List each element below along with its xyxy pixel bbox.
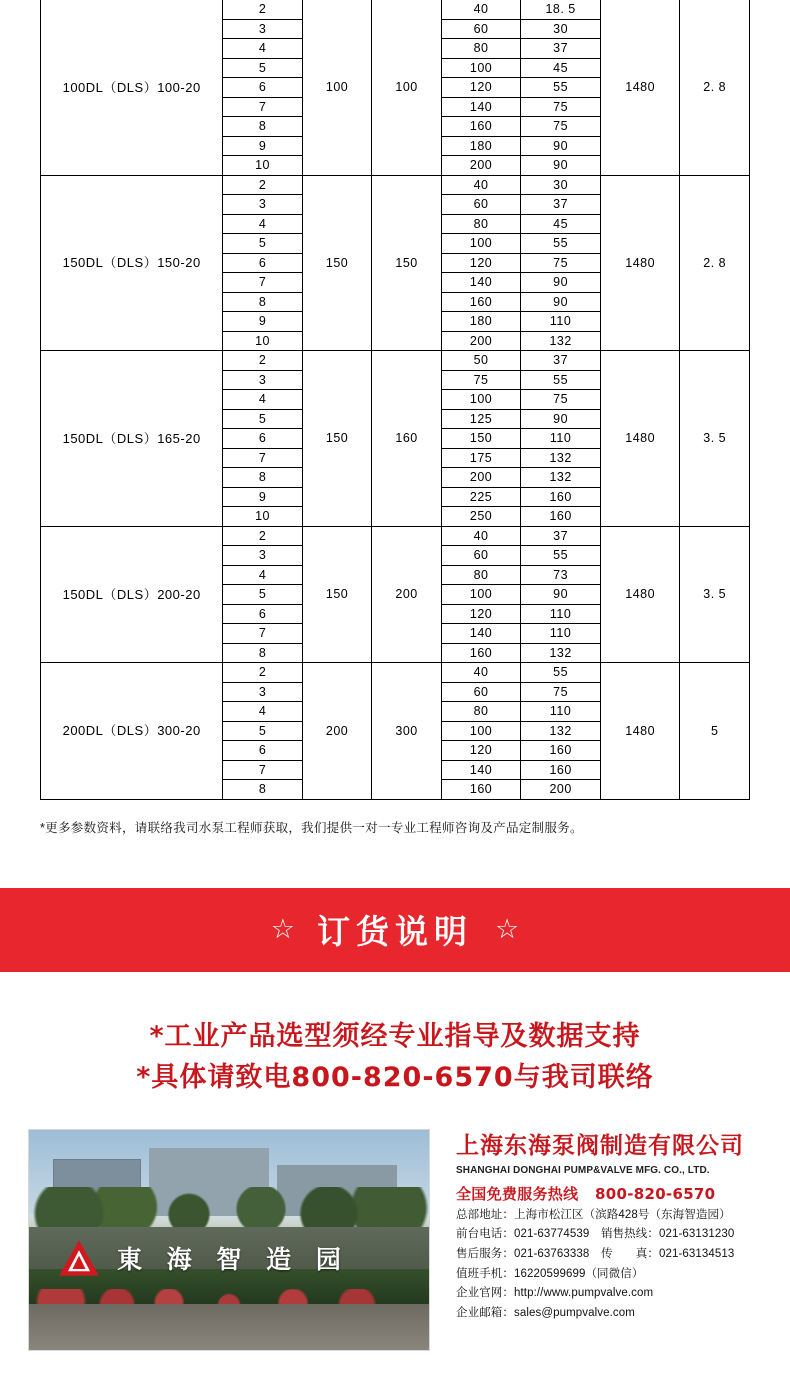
cell-value-b: 110 bbox=[521, 604, 601, 624]
cell-model: 200DL（DLS）300-20 bbox=[41, 663, 223, 800]
company-after-sales: 售后服务：021-63763338 传 真：021-63134513 bbox=[456, 1248, 735, 1261]
cell-value-a: 160 bbox=[441, 643, 521, 663]
cell-stage: 4 bbox=[223, 39, 303, 59]
cell-stage: 5 bbox=[223, 409, 303, 429]
cell-value-a: 175 bbox=[441, 448, 521, 468]
hotline bbox=[456, 1183, 761, 1204]
cell-value-b: 110 bbox=[521, 624, 601, 644]
cell-value-a: 125 bbox=[441, 409, 521, 429]
cell-stage: 8 bbox=[223, 643, 303, 663]
cell-value-a: 40 bbox=[441, 526, 521, 546]
cell-value-a: 120 bbox=[441, 604, 521, 624]
table-row bbox=[41, 175, 750, 195]
cell-value-b: 37 bbox=[521, 526, 601, 546]
cell-stage: 4 bbox=[223, 390, 303, 410]
cell-value-b: 75 bbox=[521, 253, 601, 273]
cell-value-b: 73 bbox=[521, 565, 601, 585]
cell-value-a: 160 bbox=[441, 292, 521, 312]
cell-value-a: 120 bbox=[441, 78, 521, 98]
cell-value-a: 40 bbox=[441, 0, 521, 19]
cell-value-a: 60 bbox=[441, 19, 521, 39]
cell-value-b: 110 bbox=[521, 312, 601, 332]
table-row bbox=[41, 663, 750, 683]
cell-model: 100DL（DLS）100-20 bbox=[41, 0, 223, 175]
cell-flow: 150 bbox=[302, 175, 371, 351]
cell-value-b: 55 bbox=[521, 78, 601, 98]
cell-value-a: 100 bbox=[441, 721, 521, 741]
cell-value-b: 90 bbox=[521, 156, 601, 176]
cell-stage: 8 bbox=[223, 117, 303, 137]
cell-stage: 4 bbox=[223, 565, 303, 585]
cell-stage: 4 bbox=[223, 214, 303, 234]
pump-spec-table bbox=[40, 0, 750, 800]
cell-value-b: 55 bbox=[521, 546, 601, 566]
cell-stage: 2 bbox=[223, 351, 303, 371]
cell-value-a: 100 bbox=[441, 390, 521, 410]
cell-value-b: 75 bbox=[521, 97, 601, 117]
cell-value-a: 100 bbox=[441, 234, 521, 254]
cell-value-a: 150 bbox=[441, 429, 521, 449]
cell-model: 150DL（DLS）150-20 bbox=[41, 175, 223, 351]
cell-model: 150DL（DLS）200-20 bbox=[41, 526, 223, 663]
cell-value-a: 80 bbox=[441, 214, 521, 234]
cell-flow: 150 bbox=[302, 351, 371, 527]
factory-photo bbox=[28, 1129, 430, 1351]
hotline-label: 全国免费服务热线 bbox=[456, 1184, 579, 1203]
company-address: 总部地址：上海市松江区（滨路428号（东海智造园） bbox=[456, 1208, 731, 1221]
cell-stage: 3 bbox=[223, 682, 303, 702]
cell-speed: 1480 bbox=[600, 175, 680, 351]
cell-stage: 10 bbox=[223, 156, 303, 176]
headlines bbox=[0, 972, 790, 1106]
photo-ground bbox=[29, 1304, 429, 1350]
cell-stage: 7 bbox=[223, 97, 303, 117]
cell-value-b: 110 bbox=[521, 702, 601, 722]
cell-value-b: 45 bbox=[521, 58, 601, 78]
cell-value-b: 160 bbox=[521, 760, 601, 780]
cell-value-a: 80 bbox=[441, 702, 521, 722]
cell-stage: 3 bbox=[223, 370, 303, 390]
cell-stage: 3 bbox=[223, 546, 303, 566]
cell-value-b: 75 bbox=[521, 390, 601, 410]
cell-speed: 1480 bbox=[600, 526, 680, 663]
cell-value-a: 80 bbox=[441, 565, 521, 585]
cell-value-b: 90 bbox=[521, 136, 601, 156]
cell-value-b: 132 bbox=[521, 643, 601, 663]
cell-value-b: 132 bbox=[521, 331, 601, 351]
cell-speed: 1480 bbox=[600, 351, 680, 527]
cell-stage: 6 bbox=[223, 78, 303, 98]
cell-value-b: 132 bbox=[521, 448, 601, 468]
banner-inner bbox=[271, 906, 519, 953]
cell-stage: 10 bbox=[223, 331, 303, 351]
cell-value-a: 60 bbox=[441, 682, 521, 702]
cell-stage: 5 bbox=[223, 234, 303, 254]
cell-stage: 9 bbox=[223, 487, 303, 507]
cell-head: 200 bbox=[372, 526, 441, 663]
cell-value-a: 140 bbox=[441, 273, 521, 293]
cell-stage: 5 bbox=[223, 721, 303, 741]
cell-value-b: 30 bbox=[521, 175, 601, 195]
cell-speed: 1480 bbox=[600, 663, 680, 800]
cell-value-a: 60 bbox=[441, 195, 521, 215]
cell-stage: 2 bbox=[223, 526, 303, 546]
triangle-logo-icon bbox=[57, 1238, 101, 1278]
cell-value-a: 180 bbox=[441, 312, 521, 332]
cell-value-a: 200 bbox=[441, 156, 521, 176]
cell-value-a: 200 bbox=[441, 331, 521, 351]
cell-stage: 9 bbox=[223, 136, 303, 156]
cell-value-a: 40 bbox=[441, 663, 521, 683]
cell-value-a: 100 bbox=[441, 58, 521, 78]
company-info bbox=[456, 1129, 761, 1322]
cell-value-b: 75 bbox=[521, 117, 601, 137]
cell-value-a: 80 bbox=[441, 39, 521, 59]
cell-value-a: 40 bbox=[441, 175, 521, 195]
cell-stage: 3 bbox=[223, 195, 303, 215]
cell-value-a: 140 bbox=[441, 624, 521, 644]
photo-trees bbox=[29, 1187, 429, 1231]
cell-value-a: 75 bbox=[441, 370, 521, 390]
cell-value-b: 75 bbox=[521, 682, 601, 702]
cell-head: 160 bbox=[372, 351, 441, 527]
cell-stage: 7 bbox=[223, 760, 303, 780]
cell-value-b: 55 bbox=[521, 370, 601, 390]
cell-value-a: 225 bbox=[441, 487, 521, 507]
cell-stage: 7 bbox=[223, 273, 303, 293]
cell-value-b: 90 bbox=[521, 292, 601, 312]
cell-power: 2. 8 bbox=[680, 175, 750, 351]
cell-value-a: 160 bbox=[441, 117, 521, 137]
cell-head: 100 bbox=[372, 0, 441, 175]
cell-stage: 5 bbox=[223, 585, 303, 605]
cell-value-a: 140 bbox=[441, 760, 521, 780]
cell-value-b: 18. 5 bbox=[521, 0, 601, 19]
cell-value-b: 160 bbox=[521, 741, 601, 761]
star-icon-right: ☆ bbox=[495, 914, 520, 944]
cell-stage: 3 bbox=[223, 19, 303, 39]
cell-power: 5 bbox=[680, 663, 750, 800]
hotline-number: 800-820-6570 bbox=[594, 1184, 716, 1203]
cell-stage: 7 bbox=[223, 448, 303, 468]
cell-value-b: 55 bbox=[521, 663, 601, 683]
cell-stage: 6 bbox=[223, 604, 303, 624]
cell-stage: 5 bbox=[223, 58, 303, 78]
headline-2: *具体请致电800-820-6570与我司联络 bbox=[136, 1062, 654, 1094]
cell-speed: 1480 bbox=[600, 0, 680, 175]
star-icon-left: ☆ bbox=[270, 914, 295, 944]
company-website: 企业官网：http://www.pumpvalve.com bbox=[456, 1287, 654, 1300]
cell-value-a: 50 bbox=[441, 351, 521, 371]
cell-power: 3. 5 bbox=[680, 351, 750, 527]
cell-value-b: 37 bbox=[521, 351, 601, 371]
cell-stage: 4 bbox=[223, 702, 303, 722]
cell-value-b: 132 bbox=[521, 721, 601, 741]
cell-value-b: 90 bbox=[521, 585, 601, 605]
table-row bbox=[41, 0, 750, 19]
cell-stage: 6 bbox=[223, 253, 303, 273]
cell-value-b: 160 bbox=[521, 487, 601, 507]
cell-stage: 8 bbox=[223, 468, 303, 488]
table-row bbox=[41, 526, 750, 546]
cell-value-b: 90 bbox=[521, 273, 601, 293]
cell-head: 300 bbox=[372, 663, 441, 800]
headline-1: *工业产品选型须经专业指导及数据支持 bbox=[149, 1020, 641, 1052]
cell-value-a: 160 bbox=[441, 780, 521, 800]
company-email: 企业邮箱：sales@pumpvalve.com bbox=[456, 1307, 635, 1320]
cell-value-b: 200 bbox=[521, 780, 601, 800]
cell-value-b: 160 bbox=[521, 507, 601, 527]
cell-value-a: 140 bbox=[441, 97, 521, 117]
cell-stage: 2 bbox=[223, 175, 303, 195]
cell-value-a: 100 bbox=[441, 585, 521, 605]
cell-stage: 8 bbox=[223, 292, 303, 312]
cell-value-a: 120 bbox=[441, 741, 521, 761]
cell-value-a: 250 bbox=[441, 507, 521, 527]
cell-value-a: 180 bbox=[441, 136, 521, 156]
banner-title: 订货说明 bbox=[317, 912, 473, 951]
company-front-desk: 前台电话：021-63774539 销售热线：021-63131230 bbox=[456, 1228, 735, 1241]
cell-power: 3. 5 bbox=[680, 526, 750, 663]
cell-flow: 100 bbox=[302, 0, 371, 175]
cell-value-b: 30 bbox=[521, 19, 601, 39]
cell-value-b: 90 bbox=[521, 409, 601, 429]
cell-value-b: 55 bbox=[521, 234, 601, 254]
cell-stage: 2 bbox=[223, 0, 303, 19]
cell-value-b: 110 bbox=[521, 429, 601, 449]
cell-flow: 200 bbox=[302, 663, 371, 800]
cell-value-a: 200 bbox=[441, 468, 521, 488]
cell-stage: 10 bbox=[223, 507, 303, 527]
cell-head: 150 bbox=[372, 175, 441, 351]
company-name-cn: 上海东海泵阀制造有限公司 bbox=[456, 1133, 744, 1160]
table-row bbox=[41, 351, 750, 371]
cell-value-b: 132 bbox=[521, 468, 601, 488]
table-note: *更多参数资料，请联络我司水泵工程师获取，我们提供一对一专业工程师咨询及产品定制服务。 bbox=[40, 820, 583, 835]
cell-stage: 6 bbox=[223, 741, 303, 761]
cell-stage: 9 bbox=[223, 312, 303, 332]
cell-stage: 6 bbox=[223, 429, 303, 449]
cell-value-b: 45 bbox=[521, 214, 601, 234]
cell-stage: 2 bbox=[223, 663, 303, 683]
photo-sign-text: 東 海 智 造 园 bbox=[117, 1245, 349, 1275]
cell-power: 2. 8 bbox=[680, 0, 750, 175]
cell-value-b: 37 bbox=[521, 195, 601, 215]
footer bbox=[0, 1105, 790, 1381]
order-instructions-banner bbox=[0, 888, 790, 972]
company-name-en: SHANGHAI DONGHAI PUMP&VALVE MFG. CO., LTD. bbox=[456, 1164, 710, 1176]
cell-stage: 7 bbox=[223, 624, 303, 644]
cell-flow: 150 bbox=[302, 526, 371, 663]
cell-model: 150DL（DLS）165-20 bbox=[41, 351, 223, 527]
cell-value-b: 37 bbox=[521, 39, 601, 59]
cell-value-a: 60 bbox=[441, 546, 521, 566]
company-duty-mobile: 值班手机：16220599699（同微信） bbox=[456, 1267, 644, 1280]
cell-value-a: 120 bbox=[441, 253, 521, 273]
cell-stage: 8 bbox=[223, 780, 303, 800]
